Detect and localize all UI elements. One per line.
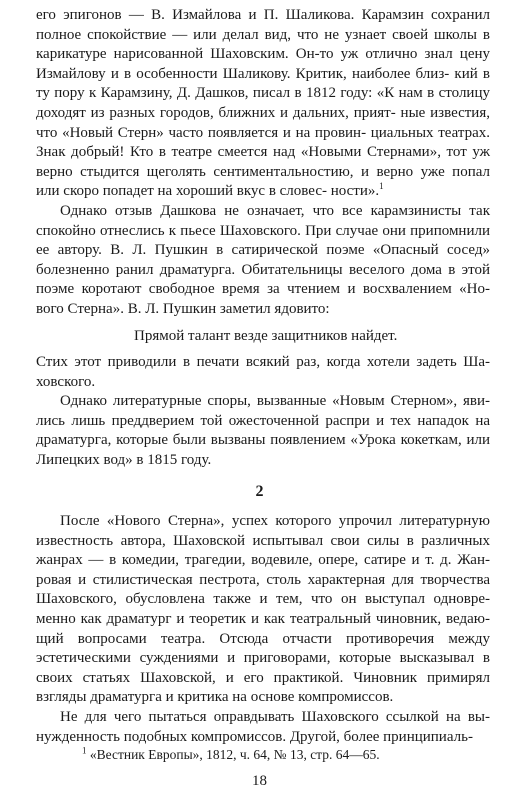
paragraph-dashkov xyxy=(36,202,490,320)
text-line: менно как драматург и теоретик и как театральный чиновник, ведаю- xyxy=(36,610,490,627)
paragraph-verse-comment xyxy=(36,353,490,392)
text-line: Не для чего пытаться оправдывать Шаховского ссылкой на вы- xyxy=(60,708,490,725)
text-line: Однако литературные споры, вызванные «Новым Стерном», яви- xyxy=(60,393,490,410)
text-line: Однако отзыв Дашкова не означает, что все карамзинисты так xyxy=(60,202,490,219)
text-line: нужденность подобных компромиссов. Другой, более принципиаль- xyxy=(36,728,473,745)
text-line: щий вопросами театра. Отсюда отчасти противоречия между xyxy=(36,630,490,647)
section-number: 2 xyxy=(255,483,264,500)
text-line: взгляды драматурга и критика на основе компромиссов. xyxy=(36,689,394,706)
text-line: на драматурга, которые были вызваны появлением «Урока кокеткам, xyxy=(36,412,490,449)
text-line: эстетическими суждениями и приговорами, которые высказывал xyxy=(36,650,475,667)
paragraph-genres xyxy=(36,512,490,708)
text-line: верно уже попал или скоро попадет на хороший вкус в словес- xyxy=(36,163,491,200)
text-line: ее автору. В. Л. Пушкин в сатирической поэме «Опасный сосед» xyxy=(36,242,490,259)
text-line: или Липецких вод» в 1815 году. xyxy=(36,432,490,469)
text-line: После «Нового Стерна», успех которого упрочил литературную xyxy=(60,513,490,529)
paragraph-karamzin xyxy=(36,6,490,202)
text-line: цену Измайлову и в особенности Шаликову. Критик, наиболее близ- xyxy=(36,46,491,82)
text-line: поэме коротают свободное время за чтением и восхвалением «Но- xyxy=(36,281,490,298)
verse-quote: Прямой талант везде защитников найдет. xyxy=(134,327,398,344)
footnote-number: 1 xyxy=(82,745,87,756)
text-line: Стернами», тот уж верно стыдится щеголять сентиментальностию, и xyxy=(36,144,490,180)
paragraph-disputes xyxy=(36,392,490,470)
page-number: 18 xyxy=(252,773,267,789)
text-line: ные известия, что «Новый Стерн» часто появляется и на провин- xyxy=(36,104,490,141)
text-line: болезненно ранил драматурга. Обитательницы веселого дома в этой xyxy=(36,261,490,278)
text-line: ровая и стилистическая пестрота, столь характерная для творчества xyxy=(36,571,490,588)
text-line: в карикатуре нарисованной Шаховским. Он-то уж отлично знал xyxy=(36,26,491,63)
main-text xyxy=(36,6,490,471)
footnote-marker: 1 xyxy=(379,181,384,192)
text-line: ховского. xyxy=(36,373,96,390)
footnote xyxy=(82,746,502,763)
section-two-text xyxy=(36,512,490,747)
text-line: циальных театрах. Знак добрый! Кто в театре смеется над «Новыми xyxy=(36,124,491,161)
text-line: в своих статьях Шаховской, и его практикой. Чиновник примирял xyxy=(36,650,490,686)
text-line: кий в ту пору к Карамзину, Д. Дашков, писал в 1812 году: «К нам xyxy=(36,65,490,102)
text-line: полное спокойствие — или делал вид, что не узнает своей школы xyxy=(36,26,477,43)
text-line: Шаховского, обусловлена также и тем, что он выступал одновре- xyxy=(36,591,490,608)
footnote-text: «Вестник Европы», 1812, ч. 64, № 13, стр. 64—65. xyxy=(89,747,380,762)
text-line: жанрах — в комедии, трагедии, водевиле, опере, сатире и т. д. Жан- xyxy=(36,552,490,569)
text-line: лись лишь преддверием той ожесточенной распри и тех нападок xyxy=(36,412,469,429)
text-line: вого Стерна». В. Л. Пушкин заметил ядовито: xyxy=(36,300,330,317)
text-line: его эпигонов — В. Измайлова и П. Шаликова. Карамзин сохранил xyxy=(36,7,490,23)
paragraph-compromises xyxy=(36,708,490,747)
text-line: спокойно отнеслись к пьесе Шаховского. При случае они припомнили xyxy=(36,222,490,239)
text-line: ности». xyxy=(330,183,380,200)
text-line: известность автора, Шаховской испытывал свои силы в различных xyxy=(36,532,490,549)
text-line: Стих этот приводили в печати всякий раз, когда хотели задеть Ша- xyxy=(36,354,490,371)
text-line: в столицу доходят из разных городов, ближних и дальних, прият- xyxy=(36,85,490,121)
